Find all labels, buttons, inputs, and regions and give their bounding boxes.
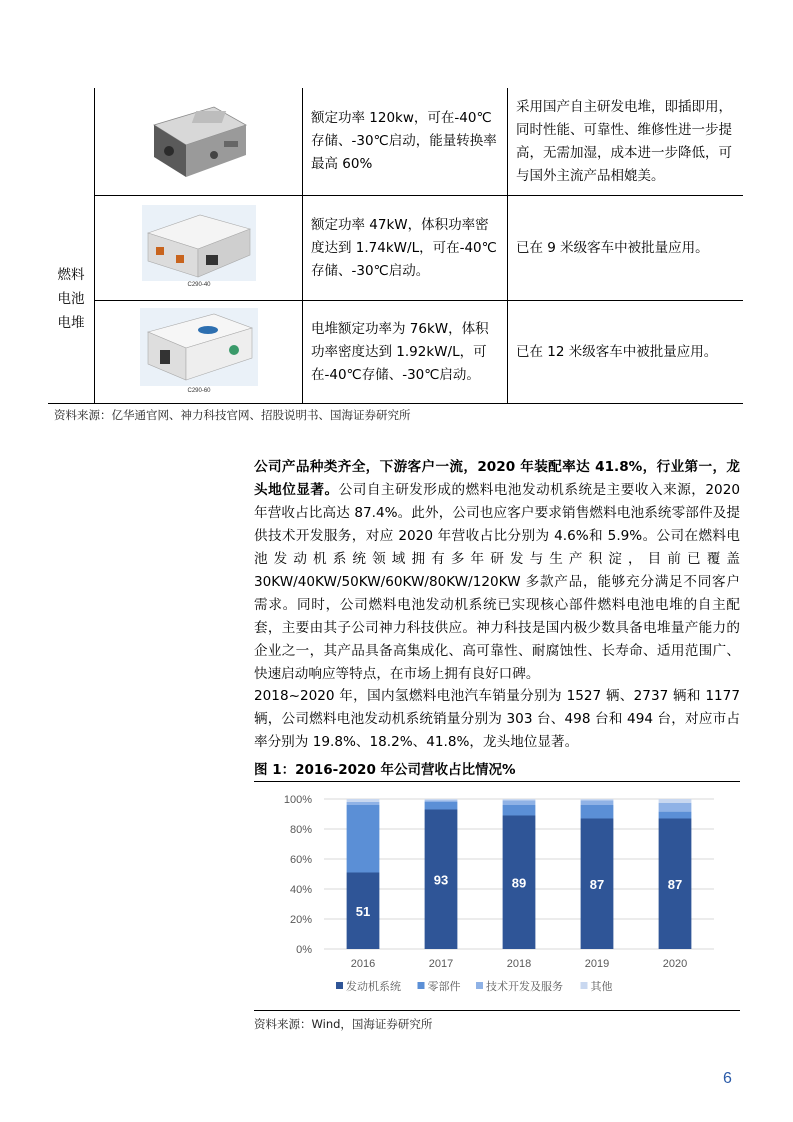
revenue-share-chart bbox=[254, 783, 740, 1008]
x-tick-label: 2018 bbox=[506, 958, 532, 970]
stack-c290-40-image bbox=[140, 203, 258, 289]
data-label: 89 bbox=[511, 875, 527, 891]
figure-title: 图 1：2016-2020 年公司营收占比情况% bbox=[254, 762, 516, 778]
bar-segment bbox=[347, 805, 380, 873]
legend-swatch bbox=[418, 982, 425, 989]
bar-segment bbox=[503, 805, 536, 816]
legend-swatch bbox=[336, 982, 343, 989]
product-image-cell bbox=[95, 196, 303, 301]
category-label: 燃料电池电堆 bbox=[48, 196, 95, 404]
bar-segment bbox=[659, 799, 692, 803]
legend-swatch bbox=[476, 982, 483, 989]
paragraph-1-body: 公司自主研发形成的燃料电池发动机系统是主要收入来源，2020 年营收占比高达 87.4%。此外，公司也应客户要求销售燃料电池系统零部件及提供技术开发服务，对应 2020 年营收占比分别为 4.6%和 5.9%。公司在燃料电池发动机系统领域拥有多年研发与生产积淀，目前已覆盖 30KW/40KW/50KW/60KW/80KW/120KW 多款产品，能够充分满足不同客户需求。同时，公司燃料电池发动机系统已实现核心部件燃料电池电堆的自主配套，主要由其子公司神力科技供应。神力科技是国内极少数具备电堆量产能力的企业之一，其产品具备高集成化、高可靠性、耐腐蚀性、长寿命、适用范围广、快速启动响应等特点，在市场上拥有良好口碑。 bbox=[254, 482, 741, 682]
y-tick-label: 0% bbox=[296, 944, 312, 956]
product-image-cell bbox=[95, 301, 303, 404]
bar-segment bbox=[425, 799, 458, 801]
data-label: 51 bbox=[355, 903, 371, 919]
bar-segment bbox=[581, 799, 614, 801]
fuel-cell-engine-image bbox=[144, 95, 254, 185]
paragraph-2: 2018~2020 年，国内氢燃料电池汽车销量分别为 1527 辆、2737 辆和 1177 辆，公司燃料电池发动机系统销量分别为 303 台、498 台和 494 台，对应市占率分别为 19.8%、18.2%、41.8%，龙头地位显著。 bbox=[254, 688, 740, 750]
figure-bottom-rule bbox=[254, 1010, 740, 1011]
stack-c290-60-image bbox=[138, 306, 260, 394]
bar-segment bbox=[425, 802, 458, 810]
bar-segment bbox=[659, 812, 692, 819]
paragraph-1 bbox=[254, 456, 740, 686]
legend-entry: 技术开发及服务 bbox=[486, 980, 563, 993]
data-label: 93 bbox=[433, 872, 449, 888]
table-source: 资料来源：亿华通官网、神力科技官网、招股说明书、国海证券研究所 bbox=[54, 408, 411, 422]
bar-segment bbox=[581, 805, 614, 819]
bar-segment bbox=[347, 802, 380, 805]
legend-entry: 发动机系统 bbox=[346, 980, 401, 993]
bar-segment bbox=[581, 801, 614, 806]
product-note: 已在 12 米级客车中被批量应用。 bbox=[508, 301, 744, 404]
product-note: 采用国产自主研发电堆，即插即用，同时性能、可靠性、维修性进一步提高，无需加湿，成本进一步降低，可与国外主流产品相媲美。 bbox=[508, 88, 744, 196]
legend-entry: 零部件 bbox=[427, 980, 461, 993]
page-number: 6 bbox=[723, 1070, 732, 1087]
product-image-cell bbox=[95, 88, 303, 196]
x-tick-label: 2017 bbox=[428, 958, 454, 970]
bar-segment bbox=[503, 799, 536, 801]
legend-entry: 其他 bbox=[590, 980, 613, 993]
y-tick-label: 100% bbox=[283, 794, 312, 806]
y-tick-label: 20% bbox=[289, 914, 312, 926]
figure-top-rule bbox=[254, 781, 740, 782]
bar-segment bbox=[659, 803, 692, 812]
product-spec: 额定功率 47kW，体积功率密度达到 1.74kW/L，可在-40℃存储、-30℃启动。 bbox=[303, 196, 508, 301]
y-tick-label: 60% bbox=[289, 854, 312, 866]
bar-segment bbox=[347, 799, 380, 802]
x-tick-label: 2016 bbox=[350, 958, 376, 970]
x-tick-label: 2019 bbox=[584, 958, 610, 970]
bar-segment bbox=[503, 801, 536, 806]
product-spec: 额定功率 120kw，可在-40℃存储、-30℃启动，能量转换率最高 60% bbox=[303, 88, 508, 196]
product-table bbox=[48, 88, 743, 404]
figure-source: 资料来源：Wind，国海证券研究所 bbox=[254, 1017, 433, 1031]
data-label: 87 bbox=[589, 876, 605, 892]
table-cell-empty bbox=[48, 88, 95, 196]
y-tick-label: 40% bbox=[289, 884, 312, 896]
bar-segment bbox=[425, 801, 458, 803]
product-note: 已在 9 米级客车中被批量应用。 bbox=[508, 196, 744, 301]
y-tick-label: 80% bbox=[289, 824, 312, 836]
paragraph-1-lead: 公司产品种类齐全，下游客户一流，2020 年装配率达 41.8%，行业第一，龙头地位显著。 bbox=[254, 459, 740, 498]
legend-swatch bbox=[581, 982, 588, 989]
x-tick-label: 2020 bbox=[662, 958, 688, 970]
product-spec: 电堆额定功率为 76kW，体积功率密度达到 1.92kW/L，可在-40℃存储、-30℃启动。 bbox=[303, 301, 508, 404]
image-caption: C290-40 bbox=[186, 282, 211, 288]
data-label: 87 bbox=[667, 876, 683, 892]
image-caption: C290-60 bbox=[186, 388, 211, 394]
